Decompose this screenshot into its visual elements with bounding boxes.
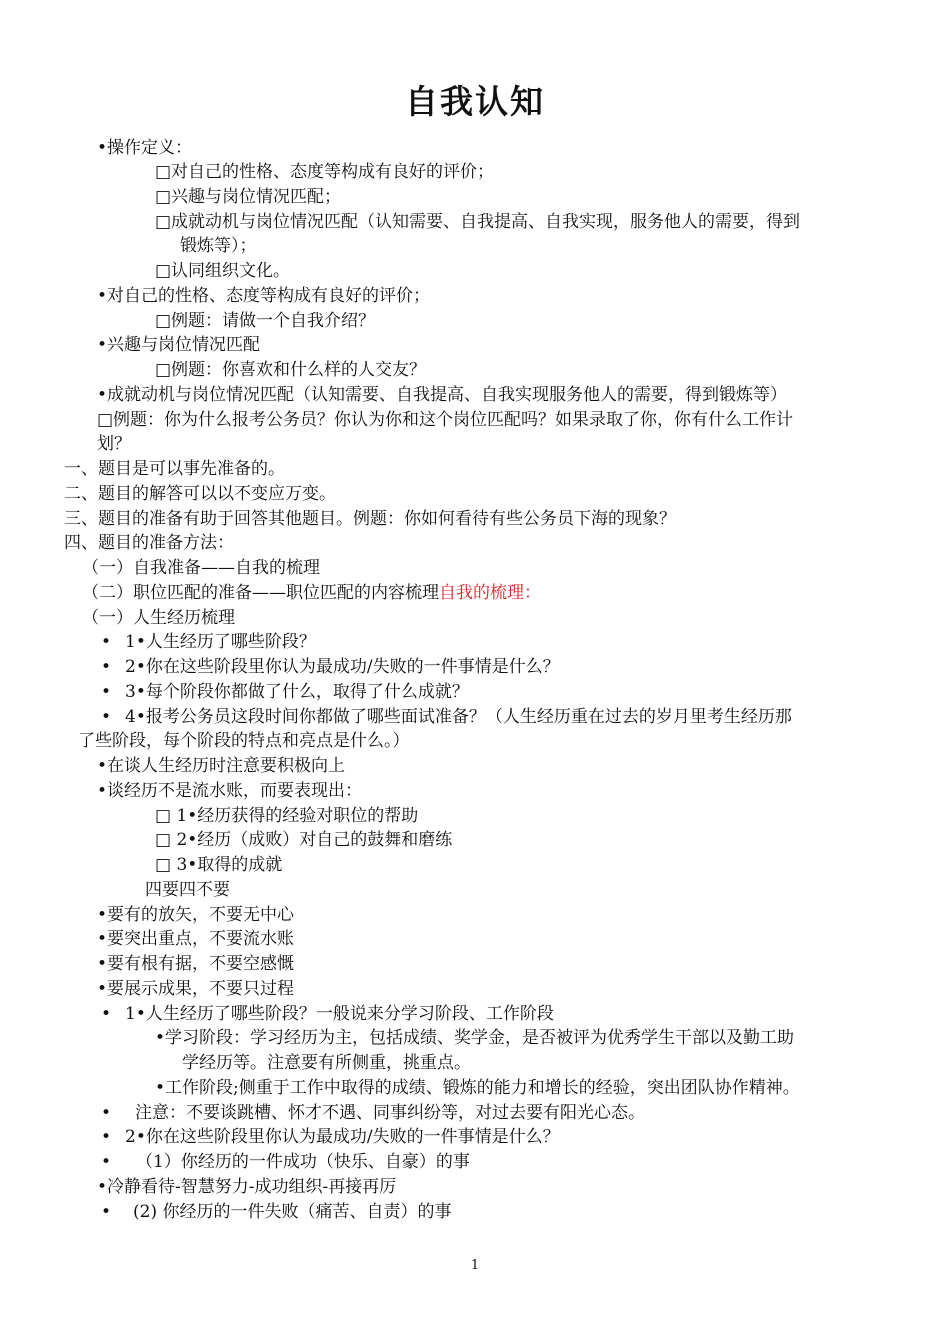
text-line: 1•人生经历了哪些阶段？ [125, 632, 316, 652]
text-line: •工作阶段;侧重于工作中取得的成绩、锻炼的能力和增长的经验，突出团队协作精神。 [155, 1078, 800, 1098]
text-line: 三、题目的准备有助于回答其他题目。例题：你如何看待有些公务员下海的现象？ [64, 509, 676, 529]
bullet-marker: • [101, 1127, 112, 1147]
text-line: •要有根有据，不要空感慨 [97, 954, 295, 974]
text-line: 4•报考公务员这段时间你都做了哪些面试准备？（人生经历重在过去的岁月里考生经历那 [125, 707, 792, 727]
bullet-marker: • [101, 632, 112, 652]
text-line: 四、题目的准备方法： [64, 533, 234, 553]
text-line: 一、题目是可以事先准备的。 [64, 459, 285, 479]
text-line: 划？ [97, 434, 131, 454]
bullet-marker: • [101, 707, 112, 727]
text-line: •成就动机与岗位情况匹配（认知需要、自我提高、自我实现服务他人的需要，得到锻炼等） [97, 385, 788, 405]
text-line: □认同组织文化。 [155, 261, 291, 281]
text-line: □例题：你为什么报考公务员？你认为你和这个岗位匹配吗？如果录取了你，你有什么工作计 [97, 410, 794, 430]
text-line: 四要四不要 [145, 880, 230, 900]
text-line: □ 3•取得的成就 [155, 855, 283, 875]
text-line: 学经历等。注意要有所侧重，挑重点。 [182, 1053, 471, 1073]
bullet-marker: • [101, 1103, 112, 1123]
bullet-marker: • [101, 657, 112, 677]
text-line: （一）人生经历梳理 [82, 608, 235, 628]
text-line: 二、题目的解答可以以不变应万变。 [64, 484, 336, 504]
page-number: 1 [470, 1258, 480, 1273]
text-line: □成就动机与岗位情况匹配（认知需要、自我提高、自我实现，服务他人的需要，得到 [155, 212, 801, 232]
text-line: •要突出重点，不要流水账 [97, 929, 295, 949]
text-line: 锻炼等）； [180, 236, 257, 256]
text-line: □例题：你喜欢和什么样的人交友？ [155, 360, 427, 380]
document-title: 自我认知 [405, 82, 545, 121]
highlight-text: 自我的梳理： [439, 583, 541, 603]
text-line: •对自己的性格、态度等构成有良好的评价； [97, 286, 431, 306]
text-line: □对自己的性格、态度等构成有良好的评价； [155, 162, 495, 182]
text-line: （一）自我准备——自我的梳理 [82, 558, 320, 578]
text-line: •要有的放矢，不要无中心 [97, 905, 295, 925]
text-line: (2) 你经历的一件失败（痛苦、自责）的事 [133, 1202, 452, 1222]
text-line: □ 2•经历（成败）对自己的鼓舞和磨练 [155, 830, 453, 850]
text-line: （1）你经历的一件成功（快乐、自豪）的事 [136, 1152, 470, 1172]
bullet-marker: • [101, 1152, 112, 1172]
text-line: 3•每个阶段你都做了什么，取得了什么成就？ [125, 682, 469, 702]
text-line: •操作定义： [97, 138, 193, 158]
text-line: •兴趣与岗位情况匹配 [97, 335, 261, 355]
bullet-marker: • [101, 682, 112, 702]
text-line: •学习阶段：学习经历为主，包括成绩、奖学金，是否被评为优秀学生干部以及勤工助 [155, 1028, 795, 1048]
text-line: 注意：不要谈跳槽、怀才不遇、同事纠纷等，对过去要有阳光心态。 [135, 1103, 645, 1123]
text-line: 2•你在这些阶段里你认为最成功/失败的一件事情是什么？ [125, 1127, 560, 1147]
text-line: □例题：请做一个自我介绍？ [155, 311, 376, 331]
text-line: •在谈人生经历时注意要积极向上 [97, 756, 346, 776]
text-line: •要展示成果，不要只过程 [97, 979, 295, 999]
text-line: 了些阶段，每个阶段的特点和亮点是什么。） [78, 731, 410, 751]
text-line: 1•人生经历了哪些阶段？一般说来分学习阶段、工作阶段 [125, 1004, 554, 1024]
text-line [82, 581, 541, 606]
text-line-main: （二）职位匹配的准备——职位匹配的内容梳理 [82, 583, 439, 603]
text-line: 2•你在这些阶段里你认为最成功/失败的一件事情是什么？ [125, 657, 560, 677]
text-line: □兴趣与岗位情况匹配； [155, 187, 342, 207]
bullet-marker: • [101, 1202, 112, 1222]
text-line: •冷静看待-智慧努力-成功组织-再接再厉 [97, 1177, 397, 1197]
text-line: □ 1•经历获得的经验对职位的帮助 [155, 806, 419, 826]
bullet-marker: • [101, 1004, 112, 1024]
text-line: •谈经历不是流水账，而要表现出： [97, 781, 363, 801]
